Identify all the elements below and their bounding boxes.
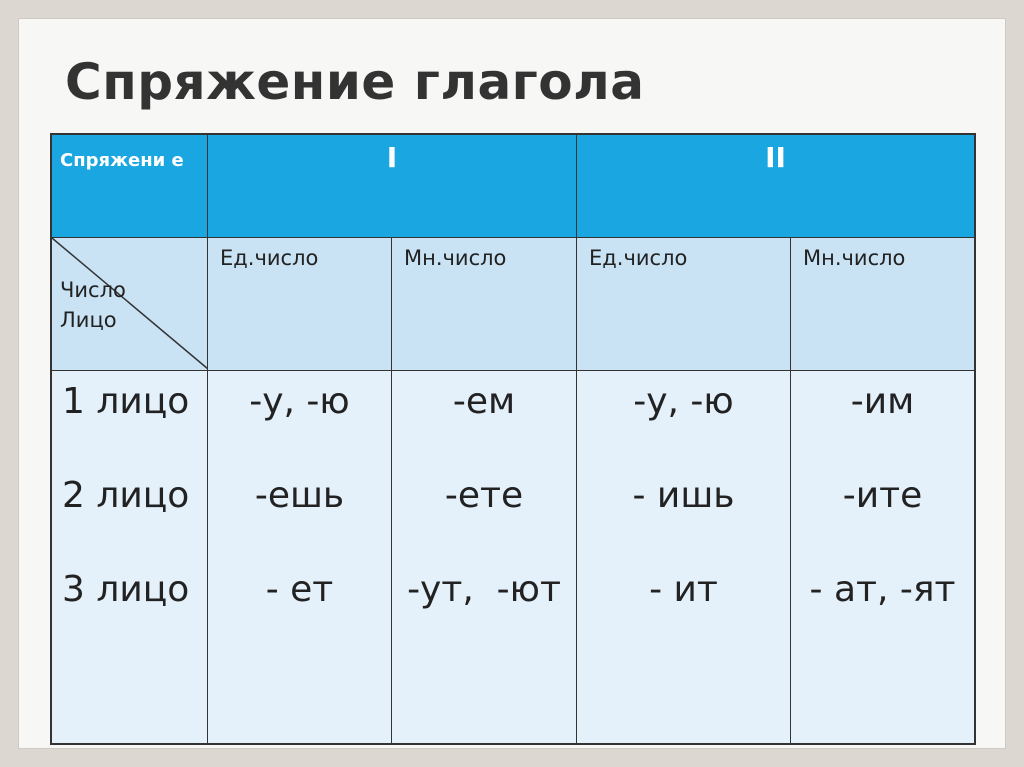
ending-cell: -ем bbox=[452, 381, 516, 422]
ending-cell: -им bbox=[850, 381, 915, 422]
ending-cell: -ите bbox=[842, 475, 923, 516]
header-conjugation-2: II bbox=[577, 135, 974, 238]
subheader-singular-1: Ед.число bbox=[208, 238, 392, 371]
ending-cell: - ет bbox=[265, 569, 334, 610]
ending-cell: - ишь bbox=[632, 475, 735, 516]
person-label: Лицо bbox=[60, 308, 117, 332]
ending-cell: -у, -ю bbox=[633, 381, 734, 422]
slide bbox=[18, 18, 1006, 749]
slide-title: Спряжение глагола bbox=[65, 53, 645, 111]
subheader-plural-2: Мн.число bbox=[791, 238, 974, 371]
subheader-plural-1: Мн.число bbox=[392, 238, 577, 371]
column-plural-1 bbox=[392, 371, 577, 743]
row-label-2: 2 лицо bbox=[62, 475, 190, 516]
ending-cell: -ешь bbox=[254, 475, 345, 516]
person-column bbox=[52, 371, 208, 743]
number-label: Число bbox=[60, 278, 126, 302]
conjugation-table bbox=[50, 133, 976, 745]
ending-cell: - ат, -ят bbox=[809, 569, 956, 610]
subheader-singular-2: Ед.число bbox=[577, 238, 791, 371]
column-singular-1 bbox=[208, 371, 392, 743]
header-corner: Спряжени е bbox=[52, 135, 208, 238]
column-plural-2 bbox=[791, 371, 974, 743]
ending-cell: -у, -ю bbox=[249, 381, 350, 422]
ending-cell: -ете bbox=[444, 475, 524, 516]
header-conjugation-1: I bbox=[208, 135, 577, 238]
row-label-3: 3 лицо bbox=[62, 569, 190, 610]
row-label-1: 1 лицо bbox=[62, 381, 190, 422]
column-singular-2 bbox=[577, 371, 791, 743]
ending-cell: - ит bbox=[649, 569, 718, 610]
diagonal-divider bbox=[52, 238, 208, 371]
ending-cell: -ут, -ют bbox=[407, 569, 561, 610]
subheader-corner bbox=[52, 238, 208, 371]
